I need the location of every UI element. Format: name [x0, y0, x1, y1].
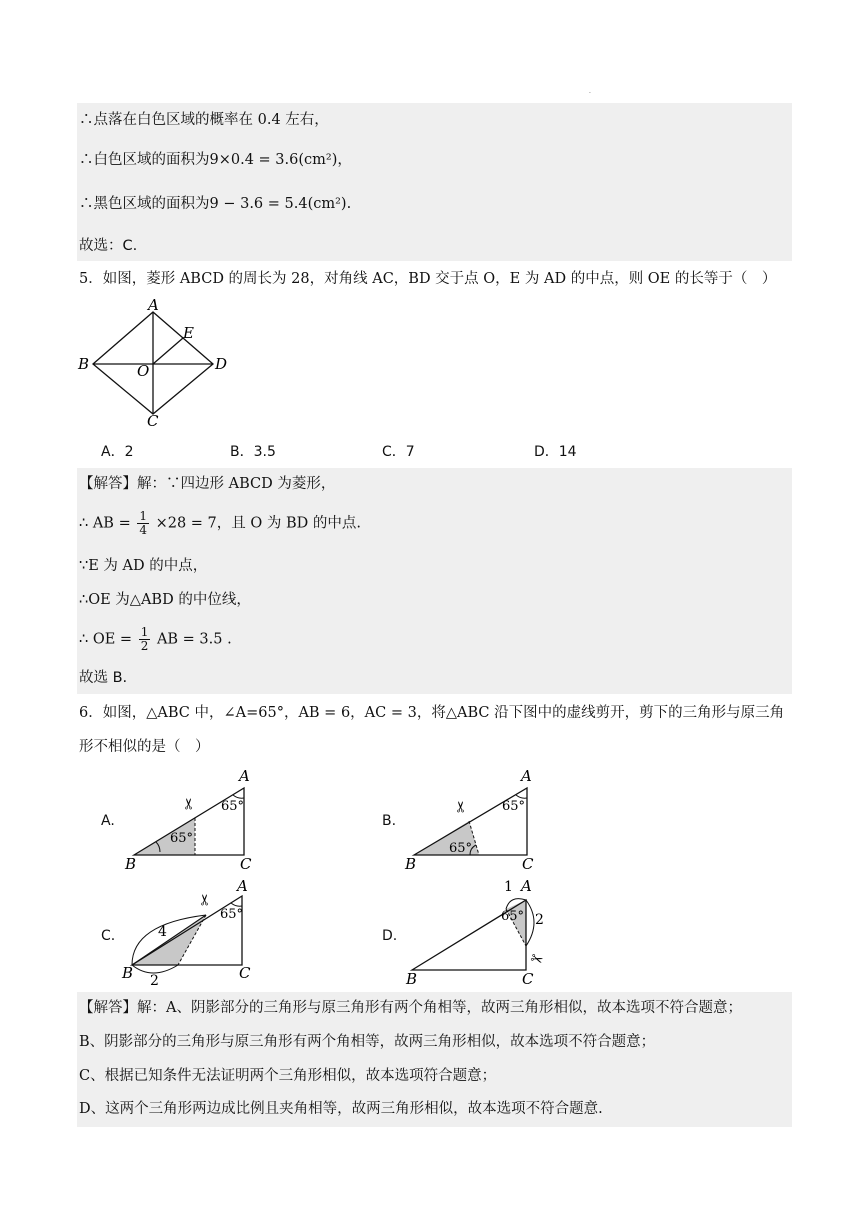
q6-stem-line-2: 形不相似的是（ ）: [79, 739, 210, 755]
q6-d-label-a: A: [521, 878, 532, 895]
q6-option-c-label[interactable]: C.: [101, 928, 116, 944]
q5-label-b: B: [78, 355, 90, 373]
q5-ab-result: ×28 = 7，且 O 为 BD 的中点.: [155, 515, 362, 532]
q6-c-length-4: 4: [158, 924, 167, 940]
q6-c-label-a: A: [237, 878, 248, 895]
q5-label-d: D: [215, 355, 228, 373]
prev-solution-line-1: ∴点落在白色区域的概率在 0.4 左右，: [79, 112, 329, 128]
q6-figure-a[interactable]: [122, 766, 262, 874]
page-mark: ·: [589, 90, 591, 97]
q5-oe-result: AB = 3.5 .: [156, 631, 232, 648]
prev-solution-line-3: ∴黑色区域的面积为9 − 3.6 = 5.4(cm²).: [79, 196, 352, 212]
q6-solution-line-3: C、根据已知条件无法证明两个三角形相似，故本选项符合题意；: [79, 1068, 497, 1084]
q6-solution-line-2: B、阴影部分的三角形与原三角形有两个角相等，故两三角形相似，故本选项不符合题意；: [79, 1034, 656, 1050]
q6-d-angle-top: 65°: [501, 909, 525, 924]
prev-solution-answer: 故选：C.: [79, 238, 138, 254]
q5-option-b[interactable]: B．3.5: [230, 444, 276, 460]
q5-label-a: A: [148, 298, 159, 314]
q6-stem-line-1: 6．如图，△ABC 中，∠A=65°，AB = 6，AC = 3，将△ABC 沿下图中的虚线剪开，剪下的三角形与原三角: [79, 705, 785, 721]
q5-solution-box: [77, 468, 792, 694]
q5-solution-line-4: ∴OE 为△ABD 的中位线，: [79, 592, 251, 608]
q6-d-label-c: C: [522, 970, 534, 988]
scissors-icon: ✂: [527, 948, 546, 970]
q5-fraction-half: $\frac{1}{2}$: [140, 625, 149, 653]
q5-rhombus-figure: [75, 298, 235, 426]
prev-solution-line-2: ∴白色区域的面积为9×0.4 = 3.6(cm²)，: [79, 152, 352, 168]
q6-c-angle-top: 65°: [220, 907, 244, 922]
q6-figure-c[interactable]: [118, 878, 263, 988]
q5-label-e: E: [183, 324, 194, 342]
q5-oe-equals: ∴ OE =: [79, 631, 133, 648]
q5-solution-line-2: [79, 510, 361, 537]
q5-option-d[interactable]: D．14: [534, 444, 577, 460]
q6-c-label-c: C: [239, 964, 251, 982]
q6-d-length-1: 1: [504, 879, 513, 895]
q6-d-label-b: B: [406, 970, 418, 988]
q6-solution-line-4: D、这两个三角形两边成比例且夹角相等，故两三角形相似，故本选项不符合题意.: [79, 1101, 603, 1117]
q6-b-label-a: A: [521, 767, 532, 785]
q5-option-c[interactable]: C．7: [382, 444, 415, 460]
q5-ab-equals: ∴ AB =: [79, 515, 131, 532]
q5-solution-line-3: ∵E 为 AD 的中点，: [79, 558, 208, 574]
q6-d-length-2: 2: [535, 912, 544, 928]
q6-figure-d[interactable]: [402, 878, 552, 990]
q5-stem: 5．如图，菱形 ABCD 的周长为 28，对角线 AC，BD 交于点 O，E 为 AD 的中点，则 OE 的长等于（ ）: [79, 271, 777, 287]
q6-c-label-b: B: [122, 964, 134, 982]
q6-a-label-c: C: [240, 855, 252, 873]
q5-fraction-quarter: $\frac{1}{4}$: [139, 509, 147, 537]
q5-solution-line-5: [79, 626, 232, 653]
q6-c-length-2: 2: [150, 973, 159, 988]
q6-a-label-a: A: [239, 767, 250, 785]
q5-option-a[interactable]: A．2: [101, 444, 134, 460]
q5-label-c: C: [147, 412, 159, 426]
q6-option-b-label[interactable]: B.: [382, 813, 397, 829]
scissors-icon: ✂: [452, 800, 470, 813]
q6-a-label-b: B: [125, 855, 137, 873]
scissors-icon: ✂: [196, 893, 214, 906]
q6-a-angle-inner: 65°: [170, 831, 194, 846]
q5-solution-answer: 故选 B.: [79, 670, 128, 686]
scissors-icon: ✂: [180, 797, 198, 810]
q6-a-angle-top: 65°: [221, 799, 245, 814]
q6-solution-line-1: 【解答】解：A、阴影部分的三角形与原三角形有两个角相等，故两三角形相似，故本选项不符合题意；: [79, 1000, 742, 1016]
q6-b-label-c: C: [522, 855, 534, 873]
q6-option-d-label[interactable]: D.: [382, 928, 398, 944]
q6-b-label-b: B: [405, 855, 417, 873]
q5-label-o: O: [137, 362, 150, 380]
q5-solution-line-1: 【解答】解：∵四边形 ABCD 为菱形，: [79, 476, 336, 492]
q6-option-a-label[interactable]: A.: [101, 813, 115, 829]
q6-figure-b[interactable]: [402, 766, 542, 874]
q6-b-angle-inner: 65°: [449, 841, 473, 856]
q6-b-angle-top: 65°: [502, 799, 526, 814]
